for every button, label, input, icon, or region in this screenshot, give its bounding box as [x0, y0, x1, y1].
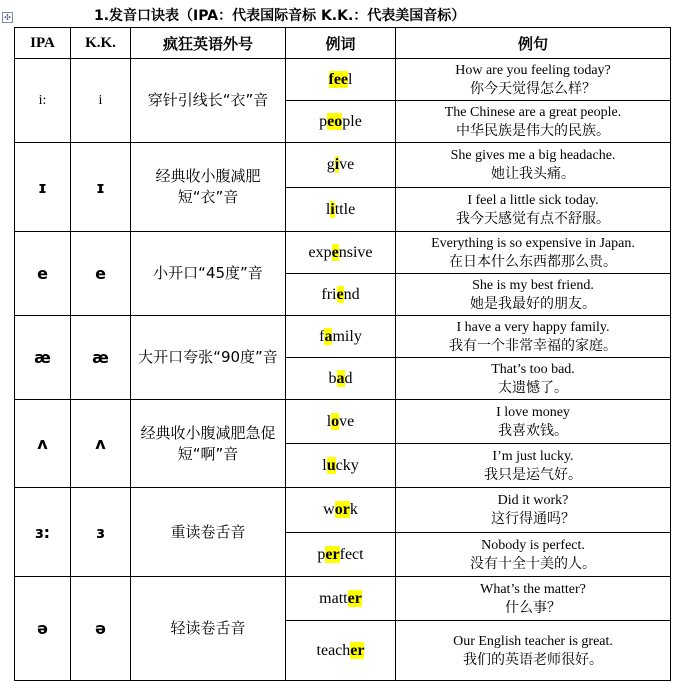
kk-symbol: i	[71, 59, 131, 143]
sentence-english: Nobody is perfect.	[481, 537, 585, 553]
word-highlight: i	[330, 200, 335, 218]
kk-symbol: e	[71, 232, 131, 316]
table-body	[15, 59, 671, 681]
word-prefix: w	[323, 501, 335, 518]
word-prefix: teach	[316, 641, 351, 659]
word-highlight: i	[334, 156, 340, 173]
header-example-word: 例词	[286, 28, 396, 59]
word-prefix: fri	[321, 285, 337, 303]
example-sentence	[396, 577, 671, 621]
sentence-chinese: 没有十全十美的人。	[470, 555, 596, 572]
table-row	[15, 59, 671, 101]
sentence-chinese: 她让我头痛。	[491, 166, 575, 182]
sentence-chinese: 我有一个非常幸福的家庭。	[449, 337, 617, 354]
word-suffix: ve	[339, 156, 355, 173]
sentence-english: She is my best friend.	[472, 277, 594, 293]
word-suffix: cky	[335, 456, 359, 474]
sentence-english: How are you feeling today?	[455, 62, 611, 78]
example-word	[286, 621, 396, 681]
mnemonic-cell: 经典收小腹减肥急促短“啊”音	[131, 400, 286, 488]
sentence-chinese: 这行得通吗？	[491, 511, 575, 527]
sentence-english: The Chinese are a great people.	[444, 104, 622, 120]
mnemonic-cell: 小开口“45度”音	[131, 232, 286, 316]
kk-symbol: ɜ	[71, 488, 131, 577]
sentence-english: Our English teacher is great.	[453, 633, 613, 649]
table-row	[15, 577, 671, 621]
header-kk: K.K.	[71, 28, 131, 59]
word-suffix: ttle	[334, 200, 356, 218]
kk-symbol: ʌ	[71, 400, 131, 488]
word-suffix: mily	[332, 327, 362, 345]
table-row	[15, 400, 671, 444]
word-highlight: e	[331, 243, 339, 261]
sentence-chinese: 我只是运气好。	[484, 466, 582, 483]
example-sentence	[396, 232, 671, 274]
example-sentence	[396, 358, 671, 400]
example-word	[286, 316, 396, 358]
sentence-chinese: 她是我最好的朋友。	[470, 295, 596, 312]
word-suffix: l	[348, 70, 353, 88]
word-highlight: a	[324, 327, 333, 345]
sentence-chinese: 我今天感觉有点不舒服。	[456, 210, 610, 227]
example-word	[286, 533, 396, 577]
sentence-english: That’s too bad.	[491, 361, 575, 377]
sentence-english: I have a very happy family.	[456, 319, 610, 335]
kk-symbol: ɪ	[71, 143, 131, 232]
word-suffix: nsive	[338, 243, 373, 261]
sentence-english: What’s the matter?	[480, 581, 586, 597]
sentence-chinese: 什么事？	[505, 599, 561, 616]
word-prefix: g	[326, 156, 335, 173]
header-mnemonic: 疯狂英语外号	[131, 28, 286, 59]
ipa-symbol: ɜ:	[15, 488, 71, 577]
sentence-chinese: 我喜欢钱。	[498, 422, 568, 439]
header-ipa: IPA	[15, 28, 71, 59]
word-prefix: l	[322, 456, 327, 474]
example-word	[286, 232, 396, 274]
word-prefix: matt	[319, 589, 348, 607]
sentence-english: I love money	[496, 404, 570, 420]
word-highlight: u	[326, 456, 336, 474]
word-highlight: or	[334, 501, 350, 518]
sentence-english: She gives me a big headache.	[450, 148, 616, 163]
ipa-symbol: ə	[15, 577, 71, 681]
word-suffix: fect	[339, 545, 364, 563]
example-sentence	[396, 101, 671, 143]
table-row	[15, 316, 671, 358]
word-prefix: p	[319, 112, 328, 130]
word-highlight: er	[347, 589, 362, 607]
word-highlight: o	[331, 412, 340, 430]
word-prefix: f	[319, 327, 325, 345]
header-example-sentence: 例句	[396, 28, 671, 59]
sentence-english: I feel a little sick today.	[467, 192, 599, 208]
word-prefix: b	[328, 369, 337, 387]
ipa-symbol: i:	[15, 59, 71, 143]
example-word	[286, 101, 396, 143]
word-highlight: fee	[328, 70, 349, 88]
sentence-chinese: 你今天觉得怎么样？	[470, 80, 596, 97]
move-handle-icon[interactable]: ✣	[2, 12, 13, 23]
word-highlight: e	[336, 285, 344, 303]
example-sentence	[396, 316, 671, 358]
mnemonic-cell: 大开口夸张“90度”音	[131, 316, 286, 400]
header-row	[15, 28, 671, 59]
pronunciation-table	[14, 27, 671, 681]
sentence-chinese: 太遗憾了。	[498, 379, 568, 396]
table-row	[15, 488, 671, 533]
word-suffix: k	[349, 501, 358, 518]
kk-symbol: ə	[71, 577, 131, 681]
example-word	[286, 143, 396, 188]
example-word	[286, 444, 396, 488]
word-suffix: nd	[343, 285, 360, 303]
example-sentence	[396, 274, 671, 316]
mnemonic-cell: 重读卷舌音	[131, 488, 286, 577]
kk-symbol: æ	[71, 316, 131, 400]
ipa-symbol: ʌ	[15, 400, 71, 488]
word-prefix: p	[317, 545, 326, 563]
word-highlight: er	[350, 641, 365, 659]
word-suffix: ple	[342, 112, 362, 130]
example-sentence	[396, 444, 671, 488]
example-word	[286, 274, 396, 316]
word-highlight: a	[336, 369, 345, 387]
mnemonic-cell: 轻读卷舌音	[131, 577, 286, 681]
sentence-chinese: 我们的英语老师很好。	[463, 651, 603, 668]
word-prefix: exp	[308, 243, 332, 261]
ipa-symbol: e	[15, 232, 71, 316]
example-word	[286, 577, 396, 621]
example-sentence	[396, 488, 671, 533]
example-word	[286, 488, 396, 533]
sentence-english: I’m just lucky.	[492, 448, 574, 464]
word-highlight: eo	[327, 112, 343, 130]
sentence-chinese: 在日本什么东西都那么贵。	[449, 253, 617, 270]
word-highlight: er	[325, 545, 340, 563]
example-sentence	[396, 143, 671, 188]
example-word	[286, 358, 396, 400]
word-prefix: l	[326, 412, 332, 430]
example-sentence	[396, 59, 671, 101]
example-word	[286, 188, 396, 232]
example-word	[286, 59, 396, 101]
word-prefix: l	[325, 200, 331, 218]
sentence-chinese: 中华民族是伟大的民族。	[456, 122, 610, 139]
mnemonic-cell: 经典收小腹减肥短“衣”音	[131, 143, 286, 232]
table-row	[15, 232, 671, 274]
word-suffix: ve	[339, 412, 355, 430]
example-sentence	[396, 621, 671, 681]
page-title: 1.发音口诀表（IPA：代表国际音标 K.K.：代表美国音标）	[94, 8, 466, 24]
word-suffix: d	[344, 369, 353, 387]
example-sentence	[396, 533, 671, 577]
example-sentence	[396, 400, 671, 444]
sentence-english: Did it work?	[497, 493, 569, 508]
ipa-symbol: ɪ	[15, 143, 71, 232]
ipa-symbol: æ	[15, 316, 71, 400]
mnemonic-cell: 穿针引线长“衣”音	[131, 59, 286, 143]
sentence-english: Everything is so expensive in Japan.	[431, 235, 635, 251]
example-sentence	[396, 188, 671, 232]
table-row	[15, 143, 671, 188]
example-word	[286, 400, 396, 444]
